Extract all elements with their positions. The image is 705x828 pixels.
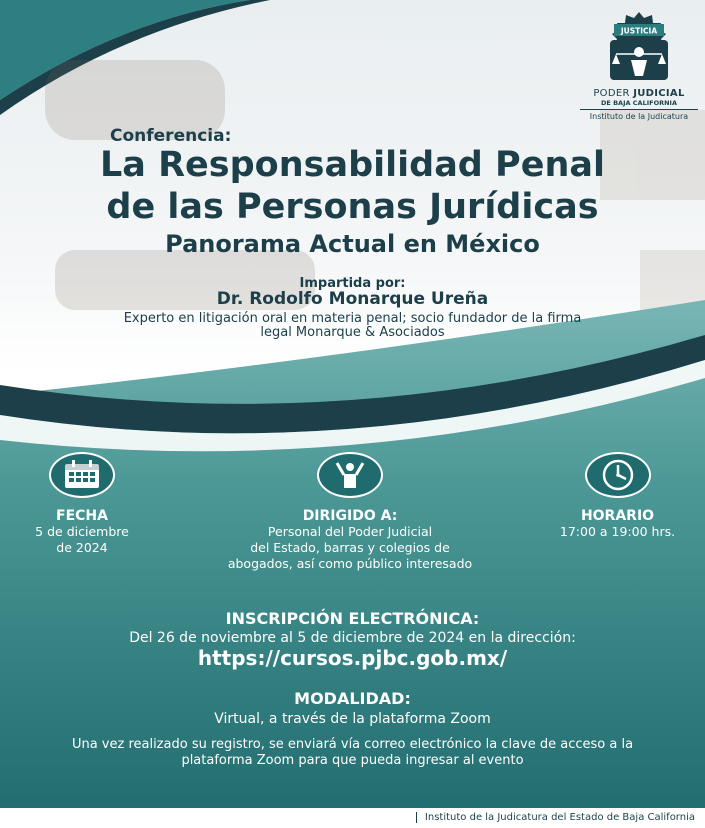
fecha-title: FECHA [56, 508, 108, 524]
horario-title: HORARIO [580, 508, 655, 524]
logo-institute: Instituto de la Judicatura [589, 112, 689, 121]
imparted-by-label: Impartida por: [299, 276, 406, 291]
subtitle: Panorama Actual en México [165, 230, 540, 258]
dirigido-line-1: Personal del Poder Judicial [267, 524, 433, 539]
access-note: Una vez realizado su registro, se enviará vía correo electrónico la clave de acceso a la plataforma Zoom para que pueda ingresar al evento [71, 737, 634, 768]
modality-title: MODALIDAD: [294, 689, 411, 708]
logo-subtitle: DE BAJA CALIFORNIA [580, 99, 698, 110]
logo-title: PODER JUDICIAL [593, 88, 685, 99]
dirigido-line-3: abogados, así como público interesado [227, 556, 473, 571]
speaker-name: Dr. Rodolfo Monarque Ureña [216, 289, 489, 309]
calendar-icon [49, 452, 115, 498]
fecha-line-2: de 2024 [56, 540, 108, 555]
registration-title: INSCRIPCIÓN ELECTRÓNICA: [225, 609, 480, 628]
registration-text: Del 26 de noviembre al 5 de diciembre de 2024 en la dirección: [129, 630, 576, 646]
footer-text: Instituto de la Judicatura del Estado de Baja California [416, 812, 695, 823]
dirigido-section [190, 452, 510, 572]
fecha-line-1: 5 de diciembre [35, 524, 129, 539]
horario-section [545, 452, 690, 540]
conference-label: Conferencia: [110, 126, 232, 146]
speaker-description: Experto en litigación oral en materia penal; socio fundador de la firma legal Monarque & Asociados [123, 311, 582, 340]
justicia-emblem-icon [602, 10, 676, 82]
modality-text: Virtual, a través de la plataforma Zoom [214, 711, 491, 727]
footer [0, 808, 705, 828]
title-line-1: La Responsabilidad Penal [100, 145, 605, 185]
logo-badge: JUSTICIA [620, 26, 658, 36]
clock-icon [585, 452, 651, 498]
audience-icon [317, 452, 383, 498]
title-line-2: de las Personas Jurídicas [106, 187, 599, 227]
fecha-section [22, 452, 142, 556]
logo [580, 10, 698, 121]
registration-url[interactable]: https://cursos.pjbc.gob.mx/ [197, 646, 508, 670]
horario-line-1: 17:00 a 19:00 hrs. [559, 524, 676, 539]
dirigido-line-2: del Estado, barras y colegios de [250, 540, 450, 555]
dirigido-title: DIRIGIDO A: [302, 508, 398, 524]
